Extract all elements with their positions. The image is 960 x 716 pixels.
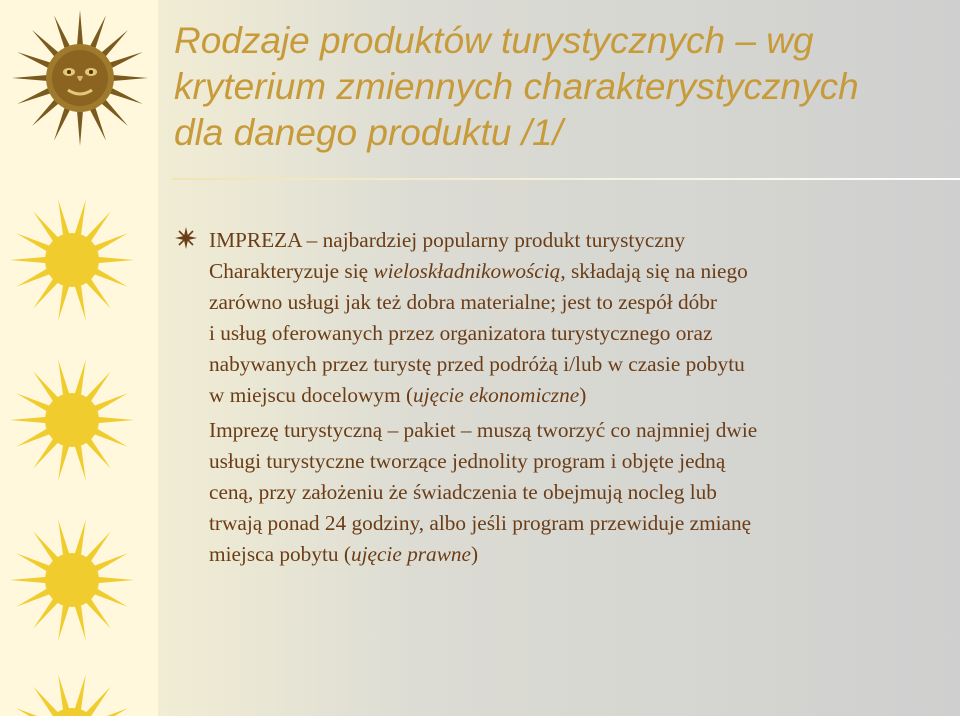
sun-icon — [10, 360, 134, 481]
para2-line-5-end: ) — [471, 542, 479, 566]
para2-line-3: ceną, przy założeniu że świadczenia te obejmują nocleg lub — [209, 480, 717, 504]
para1-line-6-italic: ujęcie ekonomiczne — [413, 383, 580, 407]
title-line-2: kryterium zmiennych charakterystycznych — [174, 66, 859, 107]
para2-line-2: usługi turystyczne tworzące jednolity program i objęte jedną — [209, 449, 726, 473]
para2-line-5-start: miejsca pobytu ( — [209, 542, 351, 566]
title-line-1: Rodzaje produktów turystycznych – wg — [174, 20, 814, 61]
paragraph-impreza-economic — [209, 225, 949, 411]
sun-icon — [10, 520, 134, 641]
slide-content — [209, 225, 949, 570]
para1-line-5: nabywanych przez turystę przed podróżą i/lub w czasie pobytu — [209, 352, 745, 376]
para1-line-3: zarówno usługi jak też dobra materialne; jest to zespół dóbr — [209, 290, 718, 314]
para1-line-6-start: w miejscu docelowym ( — [209, 383, 414, 407]
para2-line-5 — [209, 542, 478, 566]
para2-line-1: Imprezę turystyczną – pakiet – muszą tworzyć co najmniej dwie — [209, 418, 758, 442]
para1-line-2-start: Charakteryzuje się — [209, 259, 374, 283]
sun-ray — [16, 708, 54, 716]
star-bullet-icon — [174, 226, 198, 250]
title-divider — [172, 178, 960, 180]
sun-ray — [83, 687, 111, 716]
paragraph-impreza-legal — [209, 415, 949, 570]
sun-face-icon — [12, 10, 148, 146]
sun-icon — [10, 200, 134, 321]
sun-icon — [10, 675, 134, 716]
decorative-suns — [0, 0, 160, 716]
para1-line-2-italic: wieloskładnikowością — [373, 259, 561, 283]
para1-line-2-end: , składają się na niego — [560, 259, 748, 283]
para2-line-5-italic: ujęcie prawne — [350, 542, 472, 566]
title-line-3: dla danego produktu /1/ — [174, 112, 563, 153]
sun-ray — [94, 257, 134, 264]
para1-line-2 — [209, 259, 748, 283]
para1-line-1: IMPREZA – najbardziej popularny produkt turystyczny — [209, 228, 686, 252]
sun-ray — [94, 577, 134, 584]
sun-ray — [10, 577, 50, 584]
para1-line-4: i usług oferowanych przez organizatora turystycznego oraz — [209, 321, 713, 345]
sun-ray — [10, 257, 50, 264]
para1-line-6 — [209, 383, 586, 407]
para2-line-4: trwają ponad 24 godziny, albo jeśli program przewiduje zmianę — [209, 511, 752, 535]
sun-ray — [10, 417, 50, 424]
slide-title — [174, 18, 944, 156]
para1-line-6-end: ) — [579, 383, 587, 407]
sun-ray — [94, 417, 134, 424]
sun-ray — [33, 687, 61, 716]
sun-ray — [90, 708, 128, 716]
